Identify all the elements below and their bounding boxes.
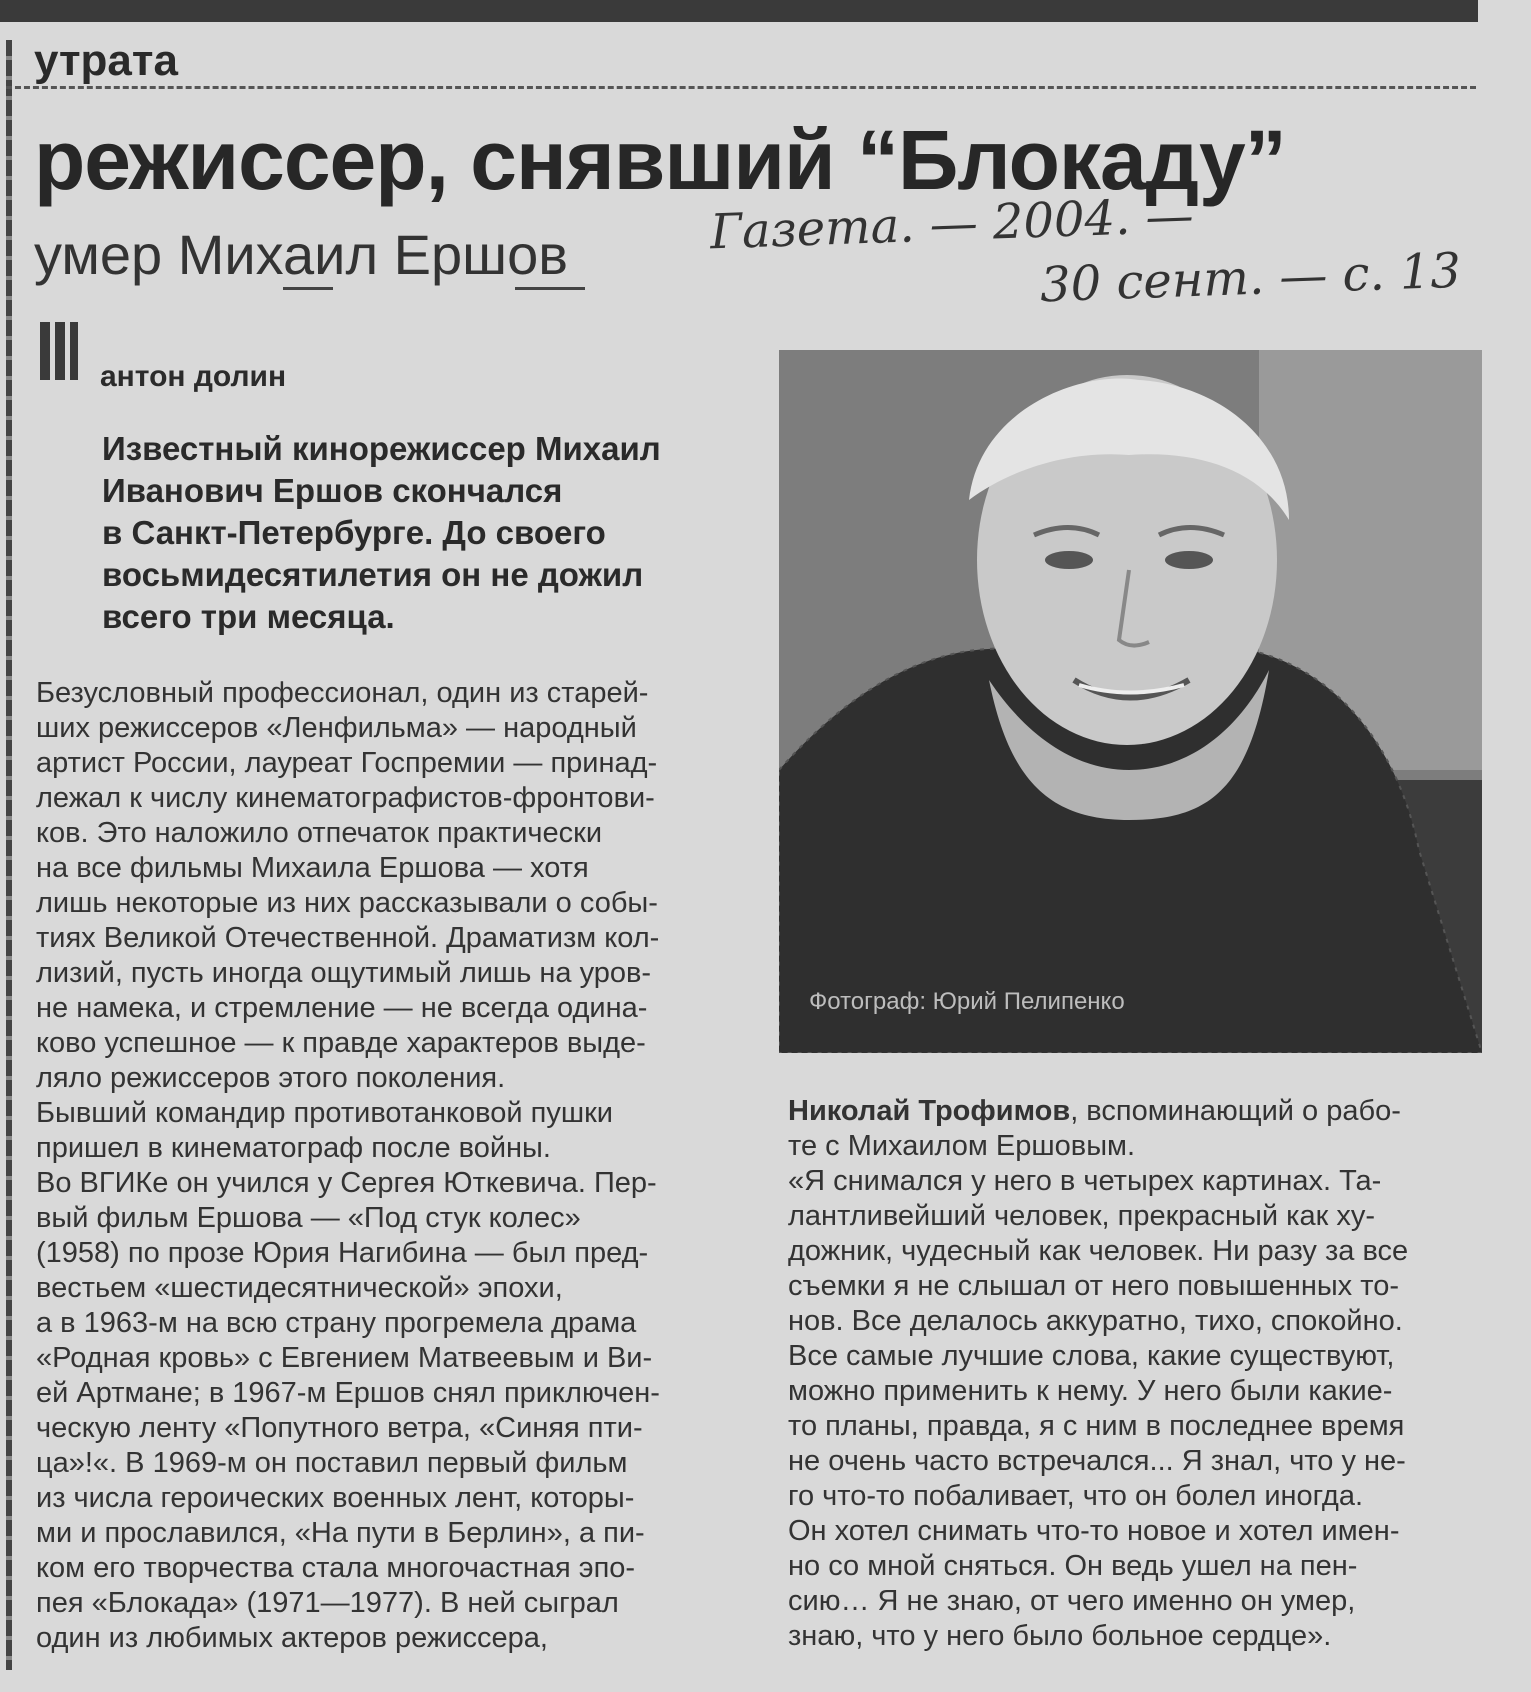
quote-line: дожник, чудесный как человек. Ни разу за все: [788, 1235, 1409, 1267]
body-line: Бывший командир противотанковой пушки: [36, 1097, 613, 1129]
handwritten-note-line1: Газета. — 2004. —: [709, 187, 1195, 261]
body-line: тиях Великой Отечественной. Драматизм кол-: [36, 922, 660, 954]
quote-line: «Я снимался у него в четырех картинах. Та-: [788, 1165, 1382, 1197]
article-body: [36, 676, 746, 1656]
body-line: пришел в кинематограф после войны.: [36, 1132, 551, 1164]
photo-credit: Фотограф: Юрий Пелипенко: [809, 988, 1125, 1015]
headline: режиссер, снявший “Блокаду”: [34, 113, 1286, 207]
quote-line: Все самые лучшие слова, какие существуют,: [788, 1340, 1395, 1372]
body-line: вестьем «шестидесятнической» эпохи,: [36, 1272, 563, 1304]
lead-line: Известный кинорежиссер Михаил: [102, 430, 661, 467]
body-line: (1958) по прозе Юрия Нагибина — был пред-: [36, 1237, 649, 1269]
quote-line: лантливейший человек, прекрасный как ху-: [788, 1200, 1375, 1232]
body-line: лишь некоторые из них рассказывали о собы-: [36, 887, 658, 919]
body-line: лизий, пусть иногда ощутимый лишь на уров-: [36, 957, 652, 989]
quote-line: то планы, правда, я с ним в последнее время: [788, 1410, 1405, 1442]
dashed-divider: [6, 86, 1476, 89]
body-line: Безусловный профессионал, один из старей-: [36, 677, 649, 709]
section-rubric: утрата: [34, 36, 178, 85]
body-line: не намека, и стремление — не всегда одина-: [36, 992, 648, 1024]
quote-intro: [788, 1094, 1488, 1129]
body-line: ца»!«. В 1969-м он поставил первый фильм: [36, 1447, 628, 1479]
author-bars-icon: [40, 322, 78, 380]
portrait-illustration: [779, 350, 1482, 1053]
pencil-underline: [283, 287, 333, 290]
subheadline: умер Михаил Ершов: [34, 223, 568, 286]
body-line: ков. Это наложило отпечаток практически: [36, 817, 603, 849]
quote-line: нов. Все делалось аккуратно, тихо, спокойно.: [788, 1305, 1403, 1337]
body-line: ляло режиссеров этого поколения.: [36, 1062, 506, 1094]
quote-line: знаю, что у него было больное сердце».: [788, 1620, 1332, 1652]
body-line: артист России, лауреат Госпремии — принад-: [36, 747, 658, 779]
body-line: один из любимых актеров режиссера,: [36, 1622, 548, 1654]
body-line: из числа героических военных лент, которы-: [36, 1482, 635, 1514]
body-line: пея «Блокада» (1971—1977). В ней сыграл: [36, 1587, 619, 1619]
left-margin-rule: [6, 40, 12, 1670]
lead-line: всего три месяца.: [102, 598, 395, 635]
body-line: а в 1963-м на всю страну прогремела драма: [36, 1307, 637, 1339]
body-line: ково успешное — к правде характеров выде-: [36, 1027, 646, 1059]
body-line: ми и прославился, «На пути в Берлин», а пи-: [36, 1517, 645, 1549]
body-line: ком его творчества стала многочастная эпо-: [36, 1552, 636, 1584]
quote-line: Он хотел снимать что-то новое и хотел имен-: [788, 1515, 1400, 1547]
quote-line: го что-то побаливает, что он болел иногда.: [788, 1480, 1364, 1512]
lead-paragraph: [102, 428, 742, 638]
body-line: ших режиссеров «Ленфильма» — народный: [36, 712, 637, 744]
quote-line: но со мной сняться. Он ведь ушел на пен-: [788, 1550, 1358, 1582]
handwritten-note-line2: 30 сент. — с. 13: [1039, 242, 1462, 314]
body-line: лежал к числу кинематографистов-фронтови-: [36, 782, 655, 814]
quote-line: съемки я не слышал от него повышенных то-: [788, 1270, 1399, 1302]
author-byline: антон долин: [100, 360, 287, 393]
portrait-photo: [779, 350, 1482, 1053]
quote-column: [788, 1094, 1488, 1654]
body-line: на все фильмы Михаила Ершова — хотя: [36, 852, 589, 884]
quote-line: можно применить к нему. У него были какие-: [788, 1375, 1393, 1407]
body-line: ческую ленту «Попутного ветра, «Синяя пти-: [36, 1412, 643, 1444]
body-line: «Родная кровь» с Евгением Матвеевым и Ви-: [36, 1342, 653, 1374]
lead-line: в Санкт-Петербурге. До своего: [102, 514, 606, 551]
quote-line: сию… Я не знаю, от чего именно он умер,: [788, 1585, 1356, 1617]
body-line: вый фильм Ершова — «Под стук колес»: [36, 1202, 581, 1234]
top-rule: [0, 0, 1478, 22]
lead-line: Иванович Ершов скончался: [102, 472, 563, 509]
lead-line: восьмидесятилетия он не дожил: [102, 556, 644, 593]
pencil-underline: [515, 287, 585, 290]
body-line: ей Артмане; в 1967-м Ершов снял приключен-: [36, 1377, 660, 1409]
quote-line: не очень часто встречался... Я знал, что у не-: [788, 1445, 1406, 1477]
quote-intro-rest: , вспоминающий о рабо-: [1070, 1095, 1401, 1127]
body-line: Во ВГИКе он учился у Сергея Юткевича. Пер-: [36, 1167, 657, 1199]
quote-line: те с Михаилом Ершовым.: [788, 1130, 1136, 1162]
quote-speaker: Николай Трофимов: [788, 1095, 1071, 1127]
